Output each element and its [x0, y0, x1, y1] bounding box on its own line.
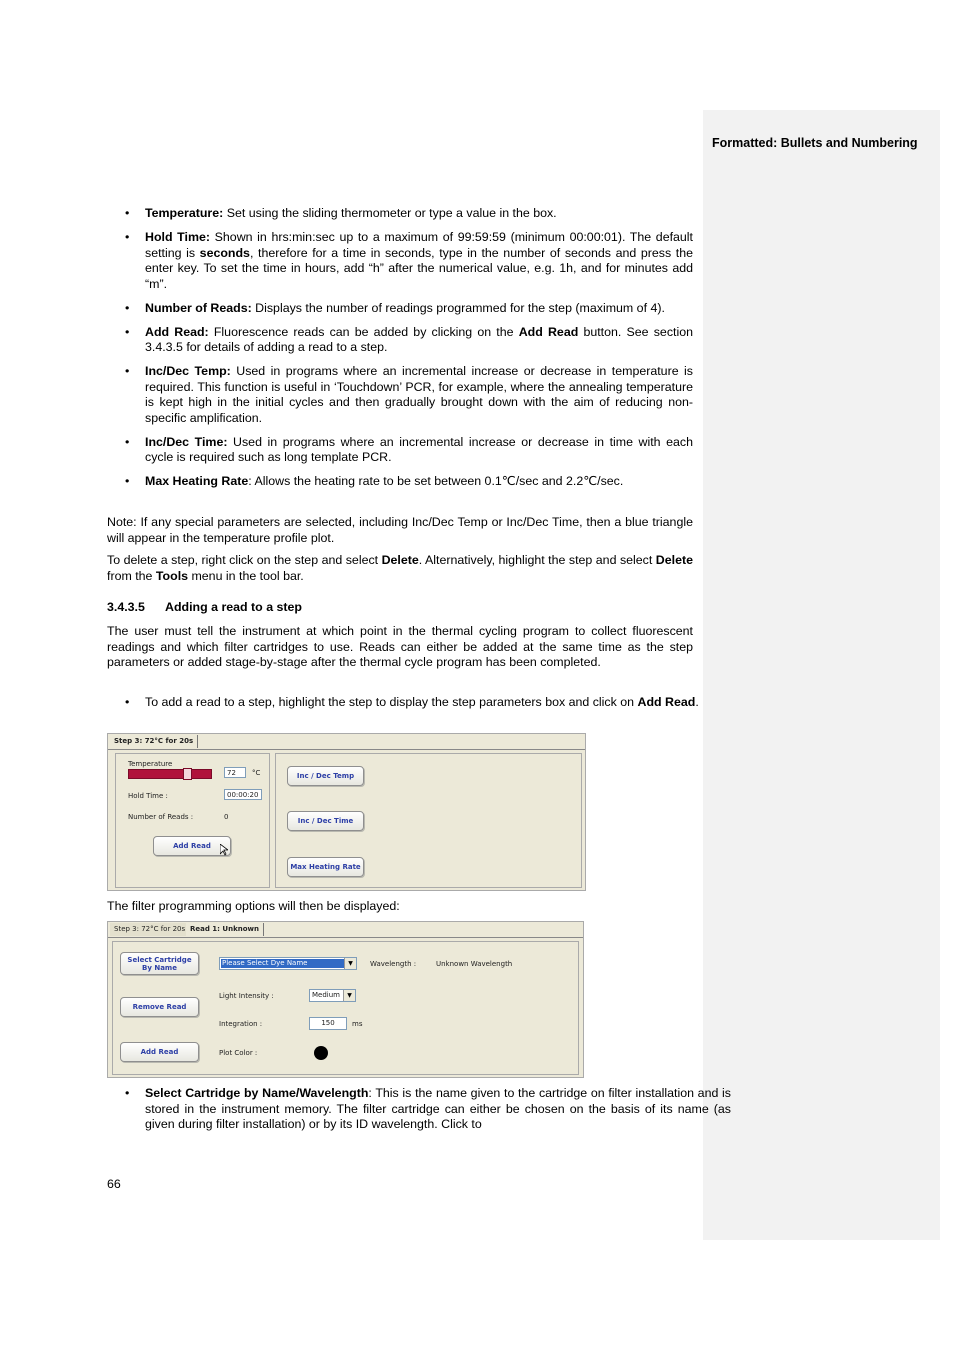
- chevron-down-icon[interactable]: ▼: [344, 958, 356, 969]
- bullet-term: Inc/Dec Time:: [145, 434, 228, 449]
- integration-label: Integration :: [219, 1020, 263, 1028]
- chevron-down-icon[interactable]: ▼: [343, 990, 355, 1001]
- tab-bar: [108, 734, 585, 750]
- bullet-term: Inc/Dec Temp:: [145, 364, 231, 378]
- wavelength-label: Wavelength :: [370, 960, 417, 968]
- text: from the: [107, 568, 156, 583]
- bold-text: Delete: [381, 553, 419, 567]
- dye-name-select[interactable]: [219, 957, 357, 970]
- read-settings-panel: [112, 941, 579, 1075]
- bullet-text: Shown in hrs:min:sec up to a maximum of 99:59:59 (minimum 00:00:01). The default setting is: [145, 230, 693, 260]
- bullet-select-cartridge: • Select Cartridge by Name/Wavelength: This is the name given to the cartridge on filter installation and is stored in the instrument memory. The filter cartridge can either be chosen on the basis of its name (as given during filter installation) or by its ID wavelength. Click to: [125, 1086, 731, 1131]
- temperature-unit: °C: [252, 769, 261, 777]
- select-cartridge-line2: By Name: [142, 964, 177, 972]
- tab-read-1[interactable]: Read 1: Unknown: [186, 923, 264, 936]
- step-parameters-screenshot: [107, 733, 586, 891]
- tab-bar: [108, 922, 583, 938]
- text: To delete a step, right click on the step and select: [107, 553, 382, 567]
- bullet-inc-dec-temp: • Inc/Dec Temp: Used in programs where an incremental increase or decrease in temperature is required. This function is useful in ‘Touchdown’ PCR, for example, where the annealing temperature is kept high in the initial cycles and then gradually brought down with the aim of reducing non-specific amplification.: [125, 364, 693, 425]
- thermometer-slider[interactable]: [128, 769, 212, 779]
- plot-color-swatch[interactable]: [314, 1046, 328, 1060]
- bullet-text: : Allows the heating rate to be set between 0.1℃/sec and 2.2℃/sec.: [248, 474, 624, 488]
- section-number: 3.4.3.5: [107, 600, 145, 614]
- bullet-bold: Add Read: [637, 695, 696, 709]
- select-cartridge-line1: Select Cartridge: [127, 956, 192, 964]
- bullet-term: Max Heating Rate: [145, 474, 249, 488]
- note-paragraph: Note: If any special parameters are selected, including Inc/Dec Temp or Inc/Dec Time, then a blue triangle will appear in the temperature profile plot.: [107, 515, 693, 545]
- bullet-bold: seconds: [199, 245, 250, 260]
- bullet-text: Set using the sliding thermometer or type a value in the box.: [223, 206, 557, 220]
- bullet-max-heating-rate: • Max Heating Rate: Allows the heating rate to be set between 0.1℃/sec and 2.2℃/sec.: [125, 474, 624, 488]
- temperature-input[interactable]: 72: [224, 767, 246, 778]
- integration-unit: ms: [352, 1020, 363, 1028]
- add-read-button[interactable]: Add Read: [153, 836, 231, 856]
- plot-color-label: Plot Color :: [219, 1049, 258, 1057]
- filter-programming-screenshot: [107, 921, 584, 1078]
- section-heading: [107, 600, 693, 614]
- bullet-bold: Add Read: [518, 324, 579, 339]
- bullet-text: To add a read to a step, highlight the step to display the step parameters box and click on: [145, 695, 638, 709]
- text: menu in the tool bar.: [188, 568, 304, 583]
- text: . Alternatively, highlight the step and select: [418, 553, 656, 567]
- bullet-text: button. See section 3.4.3.5 for details of adding a read to a step.: [145, 324, 693, 354]
- filter-caption: The filter programming options will then be displayed:: [107, 899, 400, 913]
- bullet-text: Fluorescence reads can be added by clicking on the: [208, 324, 519, 339]
- section-title: Adding a read to a step: [165, 600, 303, 614]
- integration-input[interactable]: 150: [309, 1017, 347, 1030]
- bold-text: Tools: [155, 568, 189, 583]
- wavelength-value: Unknown Wavelength: [436, 960, 513, 968]
- bullet-term: Add Read:: [145, 324, 209, 339]
- bullet-hold-time: • Hold Time: Shown in hrs:min:sec up to a maximum of 99:59:59 (minimum 00:00:01). The default setting is seconds, therefore for a time in seconds, type in the number of seconds and press the enter key. To set the time in hours, add “h” after the numerical value, e.g. 1h, and for minutes add “m”.: [125, 230, 694, 291]
- reads-label: Number of Reads :: [128, 813, 194, 821]
- dye-name-selected: Please Select Dye Name: [221, 959, 344, 968]
- bullet-text: , therefore for a time in seconds, type in the number of seconds and press the enter key. To set the time in hours, add “h” after the numerical value, e.g. 1h, and for minutes add “m”.: [145, 245, 694, 291]
- special-parameters-panel: [275, 753, 582, 888]
- parameter-bullet-list: [107, 206, 693, 498]
- bullet-text: Used in programs where an incremental increase or decrease in temperature is required. This function is useful in ‘Touchdown’ PCR, for example, where the annealing temperature is kept high in the initial cycles and then gradually brought down with the aim of reducing non-specific amplification.: [145, 364, 693, 425]
- bullet-text: Used in programs where an incremental increase or decrease in time with each cycle is required such as long template PCR.: [145, 434, 694, 464]
- hold-time-input[interactable]: 00:00:20: [224, 789, 262, 800]
- remove-read-button[interactable]: Remove Read: [120, 997, 199, 1017]
- bullet-text: : This is the name given to the cartridge on filter installation and is stored in the instrument memory. The filter cartridge can either be chosen on the basis of its name (as given during filter installation) or by its ID wavelength. Click to: [145, 1086, 731, 1131]
- page-number: 66: [107, 1177, 121, 1191]
- light-intensity-value: Medium: [312, 991, 340, 999]
- bullet-term: Temperature:: [145, 206, 224, 220]
- tab-step-3[interactable]: Step 3: 72°C for 20s: [110, 923, 190, 936]
- bullet-inc-dec-time: • Inc/Dec Time: Used in programs where an incremental increase or decrease in time with each cycle is required such as long template PCR.: [125, 434, 694, 464]
- select-cartridge-button[interactable]: [120, 952, 199, 975]
- thermometer-handle[interactable]: [183, 768, 192, 780]
- formatting-note: Formatted: Bullets and Numbering: [712, 136, 918, 150]
- bullet-term: Number of Reads:: [145, 300, 252, 315]
- bullet-add-read-step: • To add a read to a step, highlight the step to display the step parameters box and click on Add Read.: [125, 695, 699, 709]
- bullet-temperature: • Temperature: Set using the sliding thermometer or type a value in the box.: [125, 206, 557, 220]
- light-intensity-select[interactable]: [309, 989, 356, 1002]
- tab-step-3[interactable]: Step 3: 72°C for 20s: [110, 735, 198, 748]
- inc-dec-temp-button[interactable]: Inc / Dec Temp: [287, 766, 364, 786]
- inc-dec-time-button[interactable]: Inc / Dec Time: [287, 811, 364, 831]
- bullet-term: Hold Time:: [145, 230, 210, 244]
- bullet-text: Displays the number of readings programmed for the step (maximum of 4).: [251, 300, 665, 315]
- comment-sidebar: [703, 110, 940, 1240]
- bullet-number-of-reads: • Number of Reads: Displays the number of readings programmed for the step (maximum of 4).: [125, 300, 665, 315]
- bullet-add-read: • Add Read: Fluorescence reads can be added by clicking on the Add Read button. See section 3.4.3.5 for details of adding a read to a step.: [125, 324, 693, 354]
- bullet-term: Select Cartridge by Name/Wavelength: [145, 1086, 369, 1100]
- bullet-text: .: [695, 695, 699, 709]
- hold-time-label: Hold Time :: [128, 792, 168, 800]
- max-heating-rate-button[interactable]: Max Heating Rate: [287, 857, 364, 877]
- reads-value: 0: [224, 813, 229, 821]
- bold-text: Delete: [655, 553, 693, 567]
- add-read-button[interactable]: Add Read: [120, 1042, 199, 1062]
- temperature-label: Temperature: [128, 760, 173, 768]
- section-paragraph: The user must tell the instrument at which point in the thermal cycling program to collect fluorescent readings and which filter cartridges to use. Reads can either be added at the same time as the step parameters or added stage-by-stage after the thermal cycle program has been completed.: [107, 624, 693, 669]
- light-intensity-label: Light Intensity :: [219, 992, 274, 1000]
- delete-paragraph: [107, 553, 693, 584]
- step-parameters-panel: [115, 753, 270, 888]
- mouse-cursor-icon: [220, 844, 228, 856]
